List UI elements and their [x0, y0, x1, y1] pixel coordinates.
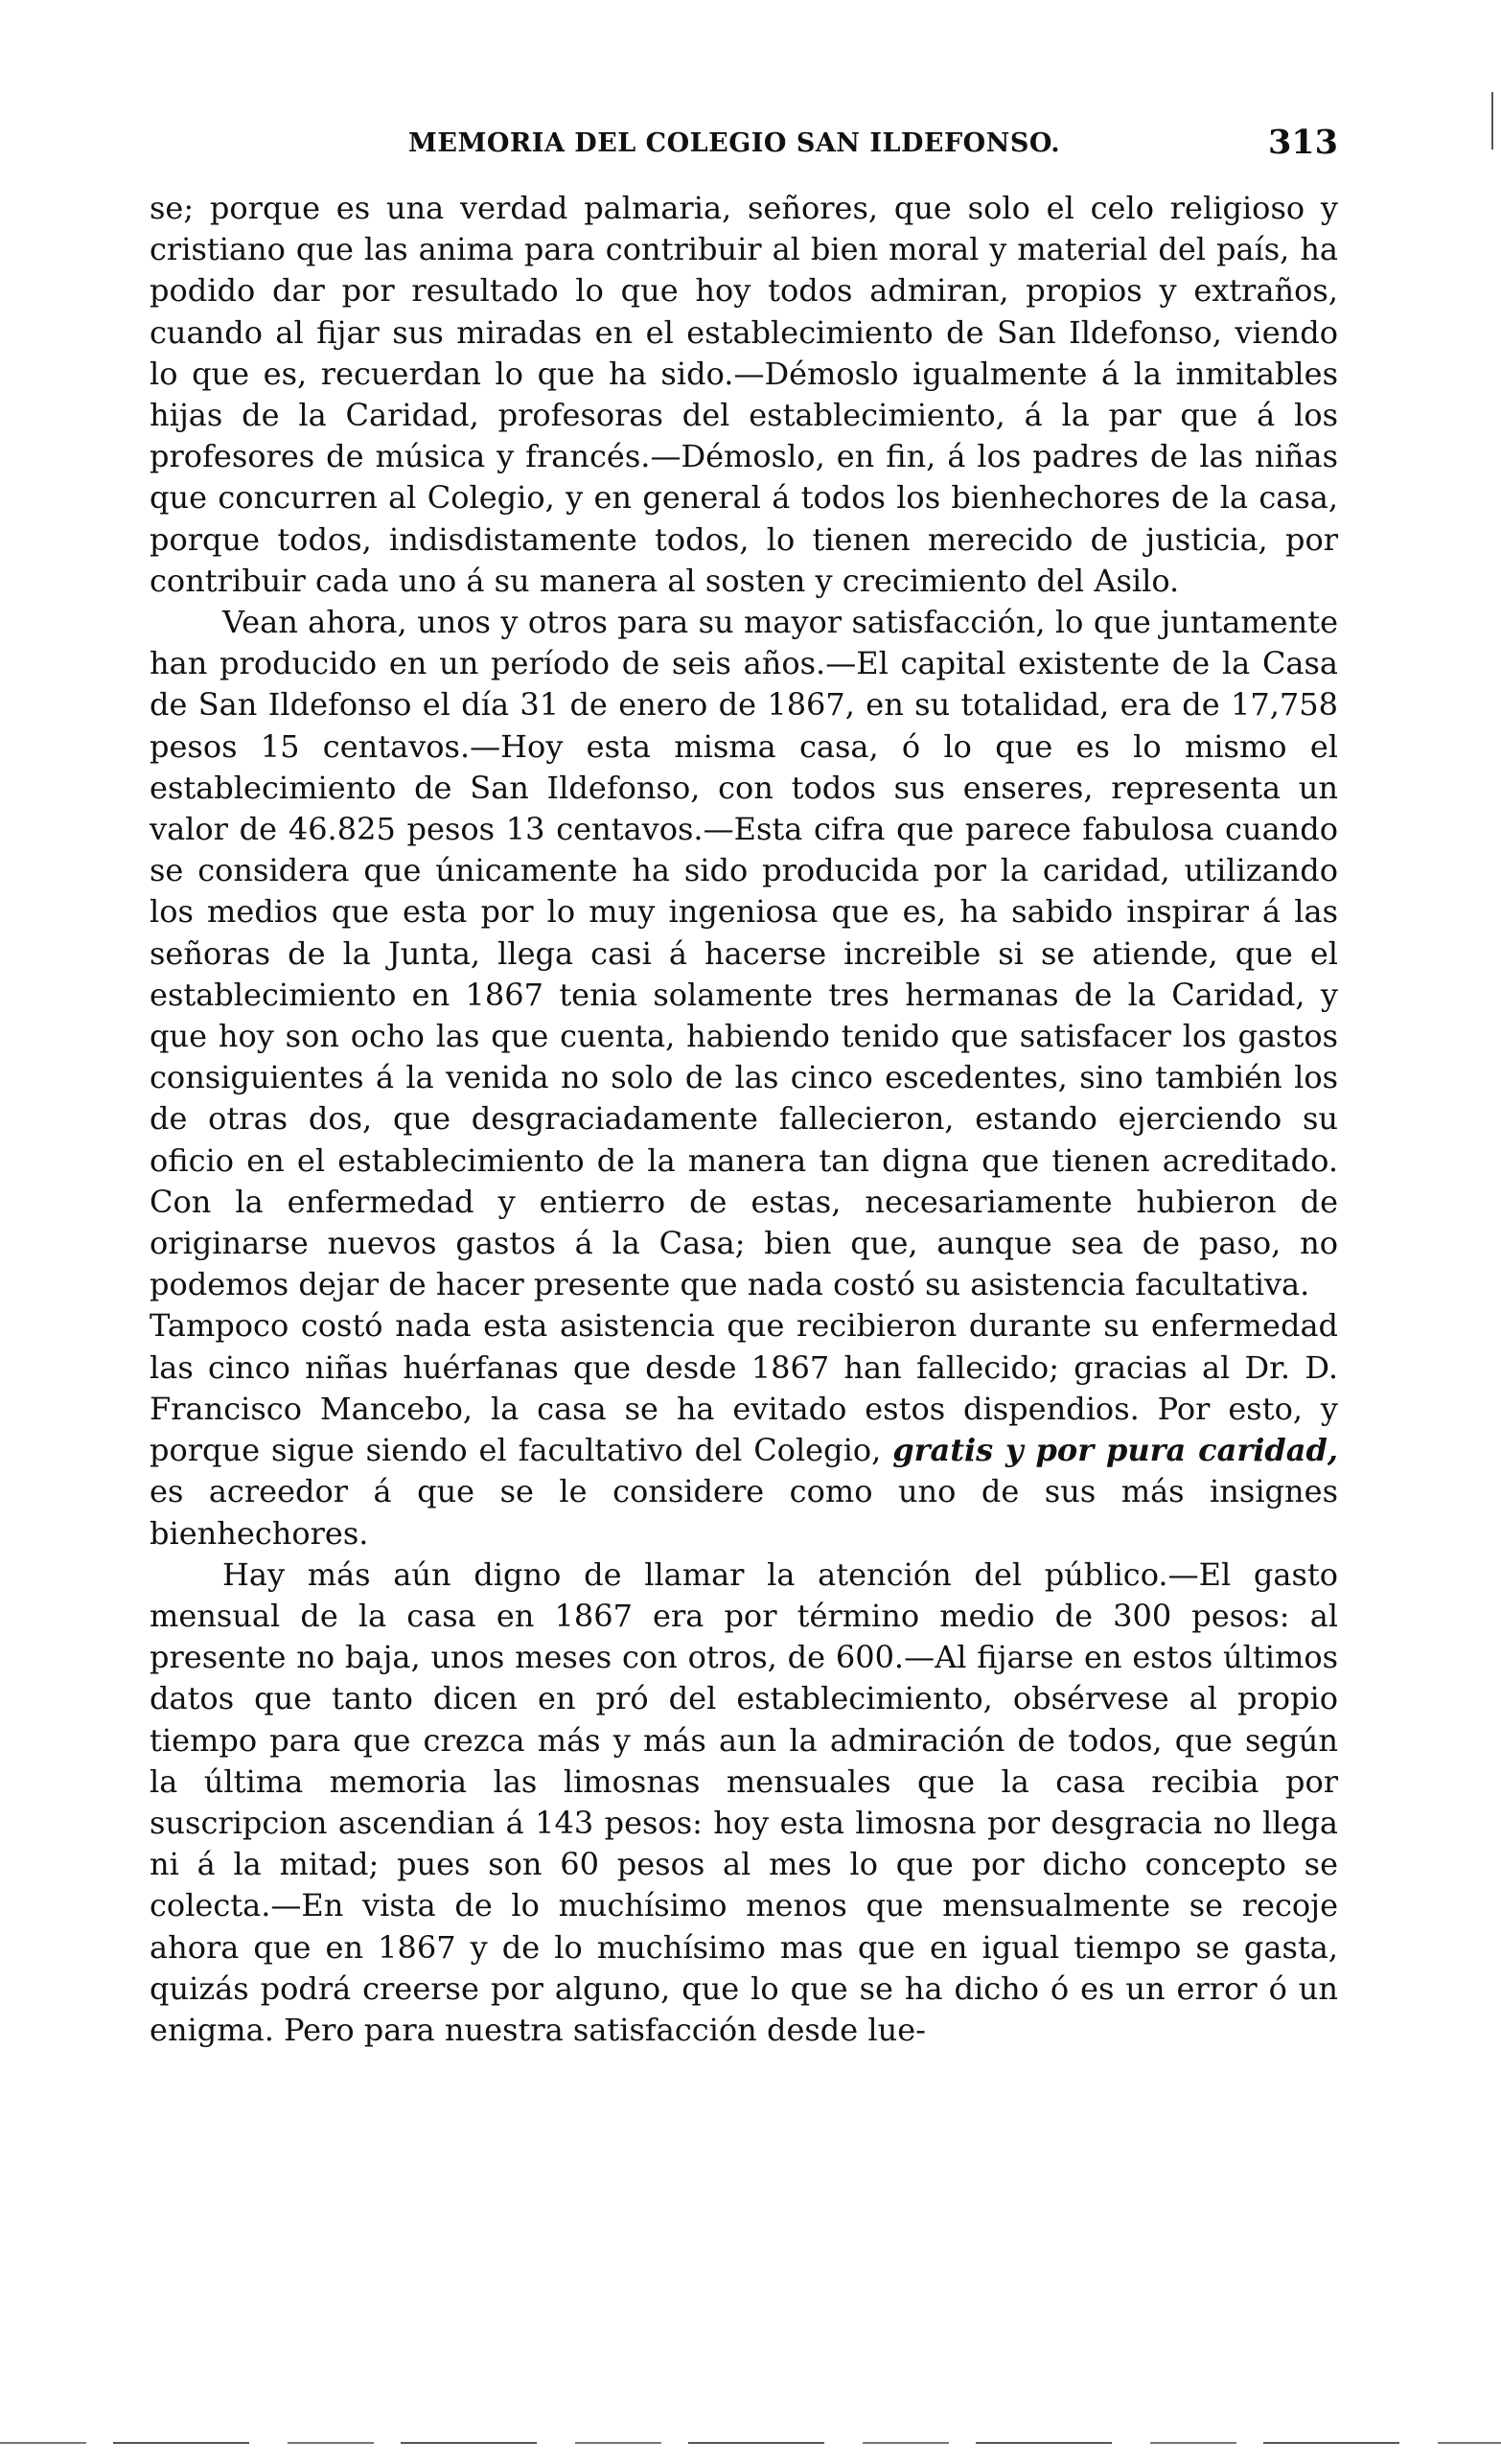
paragraph-3: [150, 1305, 1338, 1554]
scan-bottom-rule: [0, 2442, 1501, 2444]
paragraph-1: se; porque es una verdad palmaria, señores, que solo el celo religioso y cristiano que las anima para contribuir al bien moral y material del país, ha podido dar por resultado lo que hoy todos admiran, propios y extraños, cuando al fijar sus miradas en el establecimiento de San Ildefonso, viendo lo que es, recuerdan lo que ha sido.—Démoslo igualmente á la inmitables hijas de la Caridad, profesoras del establecimiento, á la par que á los profesores de música y francés.—Démoslo, en fin, á los padres de las niñas que concurren al Colegio, y en general á todos los bienhechores de la casa, porque todos, indisdistamente todos, lo tienen merecido de justicia, por contribuir cada uno á su manera al sosten y crecimiento del Asilo.: [150, 190, 1338, 599]
paragraph-3-text-start: Tampoco costó nada esta asistencia que recibieron durante su enfermedad las cinco niñas huérfanas que desde 1867 han fallecido; gracias al Dr. D. Francisco Mancebo, la casa se ha evitado estos dispendios. Por esto, y porque sigue siendo el facultativo del Colegio,: [150, 1307, 1338, 1469]
paragraph-2: Vean ahora, unos y otros para su mayor satisfacción, lo que juntamente han producido en un período de seis años.—El capital existente de la Casa de San Ildefonso el día 31 de enero de 1867, en su totalidad, era de 17,758 pesos 15 centavos.—Hoy esta misma casa, ó lo que es lo mismo el establecimiento de San Ildefonso, con todos sus enseres, representa un valor de 46.825 pesos 13 centavos.—Esta cifra que parece fabulosa cuando se considera que únicamente ha sido producida por la caridad, utilizando los medios que esta por lo muy ingeniosa que es, ha sabido inspirar á las señoras de la Junta, llega casi á hacerse increible si se atiende, que el establecimiento en 1867 tenia solamente tres hermanas de la Caridad, y que hoy son ocho las que cuenta, habiendo tenido que satisfacer los gastos consiguientes á la venida no solo de las cinco escedentes, sino también los de otras dos, que desgraciadamente fallecieron, estando ejerciendo su oficio en el establecimiento de la manera tan digna que tienen acreditado. Con la enfermedad y entierro de estas, necesariamente hubieron de originarse nuevos gastos á la Casa; bien que, aunque sea de paso, no podemos dejar de hacer presente que nada costó su asistencia facultativa.: [150, 604, 1338, 1303]
running-title: MEMORIA DEL COLEGIO SAN ILDEFONSO.: [408, 128, 1061, 158]
page-header: [150, 123, 1338, 171]
paragraph-4: Hay más aún digno de llamar la atención del público.—El gasto mensual de la casa en 1867 era por término medio de 300 pesos: al presente no baja, unos meses con otros, de 600.—Al fijarse en estos últimos datos que tanto dicen en pró del establecimiento, obsérvese al propio tiempo para que crezca más y más aun la admiración de todos, que según la última memoria las limosnas mensuales que la casa recibia por suscripcion ascendian á 143 pesos: hoy esta limosna por desgracia no llega ni á la mitad; pues son 60 pesos al mes lo que por dicho concepto se colecta.—En vista de lo muchísimo menos que mensualmente se recoje ahora que en 1867 y de lo muchísimo mas que en igual tiempo se gasta, quizás podrá creerse por alguno, que lo que se ha dicho ó es un error ó un enigma. Pero para nuestra satisfacción desde lue-: [150, 1555, 1338, 2048]
page-number: 313: [1267, 123, 1338, 162]
scan-edge-mark: [1491, 92, 1493, 150]
paragraph-3-text-end: es acreedor á que se le considere como uno de sus más insignes bienhechores.: [150, 1473, 1338, 1552]
paragraph-3-italic-phrase: gratis y por pura caridad,: [892, 1432, 1339, 1469]
body-text: [150, 188, 1338, 2051]
